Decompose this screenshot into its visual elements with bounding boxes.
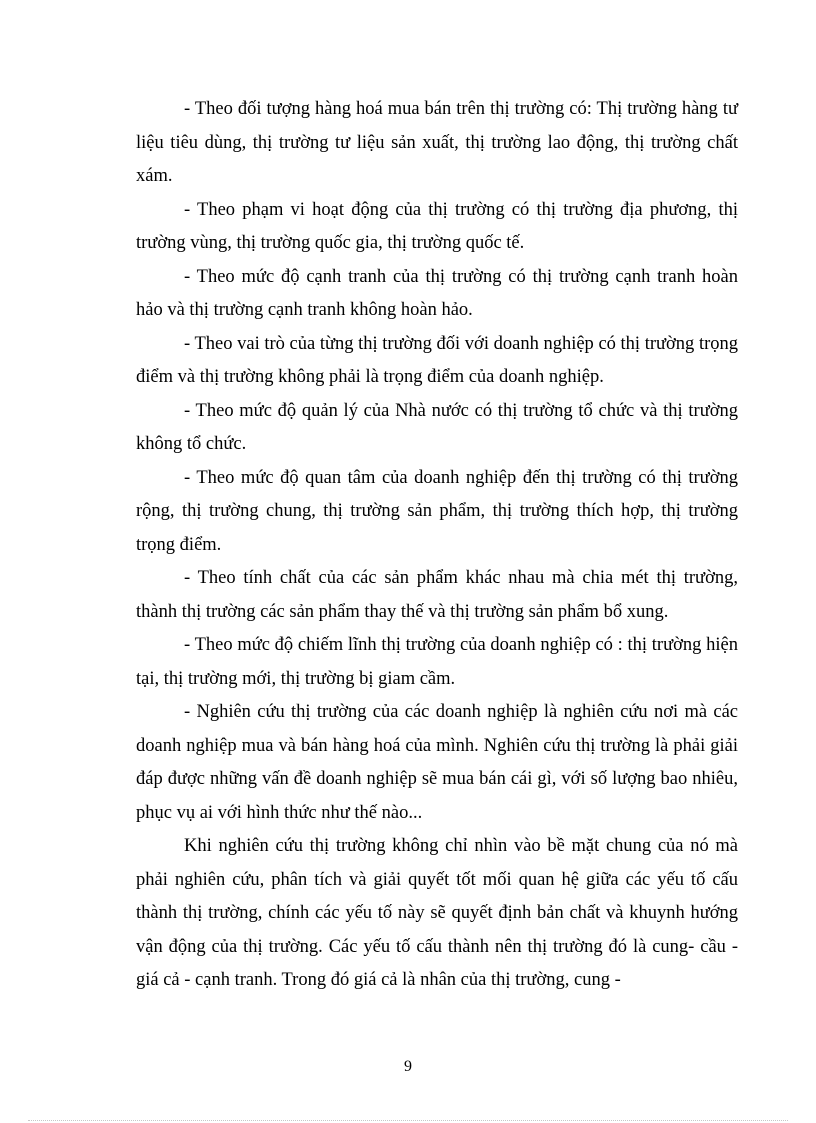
paragraph-classification-by-scope: - Theo phạm vi hoạt động của thị trường có thị trường địa phương, thị trường vùng, thị trường quốc gia, thị trường quốc tế. [136,199,738,253]
page-bottom-divider [28,1120,788,1121]
paragraph-classification-by-role: - Theo vai trò của từng thị trường đối với doanh nghiệp có thị trường trọng điểm và thị trường không phải là trọng điểm của doanh nghiệp. [136,333,738,387]
paragraph-market-analysis: Khi nghiên cứu thị trường không chỉ nhìn vào bề mặt chung của nó mà phải nghiên cứu, phân tích và giải quyết tốt mối quan hệ giữa các yếu tố cấu thành thị trường, chính các yếu tố này sẽ quyết định bản chất và khuynh hướng vận động của thị trường. Các yếu tố cấu thành nên thị trường đó là cung- cầu - giá cả - cạnh tranh. Trong đó giá cả là nhân của thị trường, cung - [136,836,738,990]
paragraph-classification-by-dominance: - Theo mức độ chiếm lĩnh thị trường của doanh nghiệp có : thị trường hiện tại, thị trường mới, thị trường bị giam cầm. [136,635,738,689]
paragraph-classification-by-goods: - Theo đối tượng hàng hoá mua bán trên thị trường có: Thị trường hàng tư liệu tiêu dùng, thị trường tư liệu sản xuất, thị trường lao động, thị trường chất xám. [136,99,738,186]
paragraph-classification-by-state-management: - Theo mức độ quản lý của Nhà nước có thị trường tổ chức và thị trường không tổ chức. [136,400,738,454]
paragraph-classification-by-interest: - Theo mức độ quan tâm của doanh nghiệp đến thị trường có thị trường rộng, thị trường chung, thị trường sản phẩm, thị trường thích hợp, thị trường trọng điểm. [136,467,738,555]
paragraph-classification-by-competition: - Theo mức độ cạnh tranh của thị trường có thị trường cạnh tranh hoàn hảo và thị trường cạnh tranh không hoàn hảo. [136,266,738,320]
paragraph-classification-by-product-nature: - Theo tính chất của các sản phẩm khác nhau mà chia mét thị trường, thành thị trường các sản phẩm thay thế và thị trường sản phẩm bổ xung. [136,568,738,622]
paragraph-market-research: - Nghiên cứu thị trường của các doanh nghiệp là nghiên cứu nơi mà các doanh nghiệp mua và bán hàng hoá của mình. Nghiên cứu thị trường là phải giải đáp được những vấn đề doanh nghiệp sẽ mua bán cái gì, với số lượng bao nhiêu, phục vụ ai với hình thức như thế nào... [136,702,738,823]
page-number: 9 [404,1058,412,1075]
document-body [136,93,738,998]
